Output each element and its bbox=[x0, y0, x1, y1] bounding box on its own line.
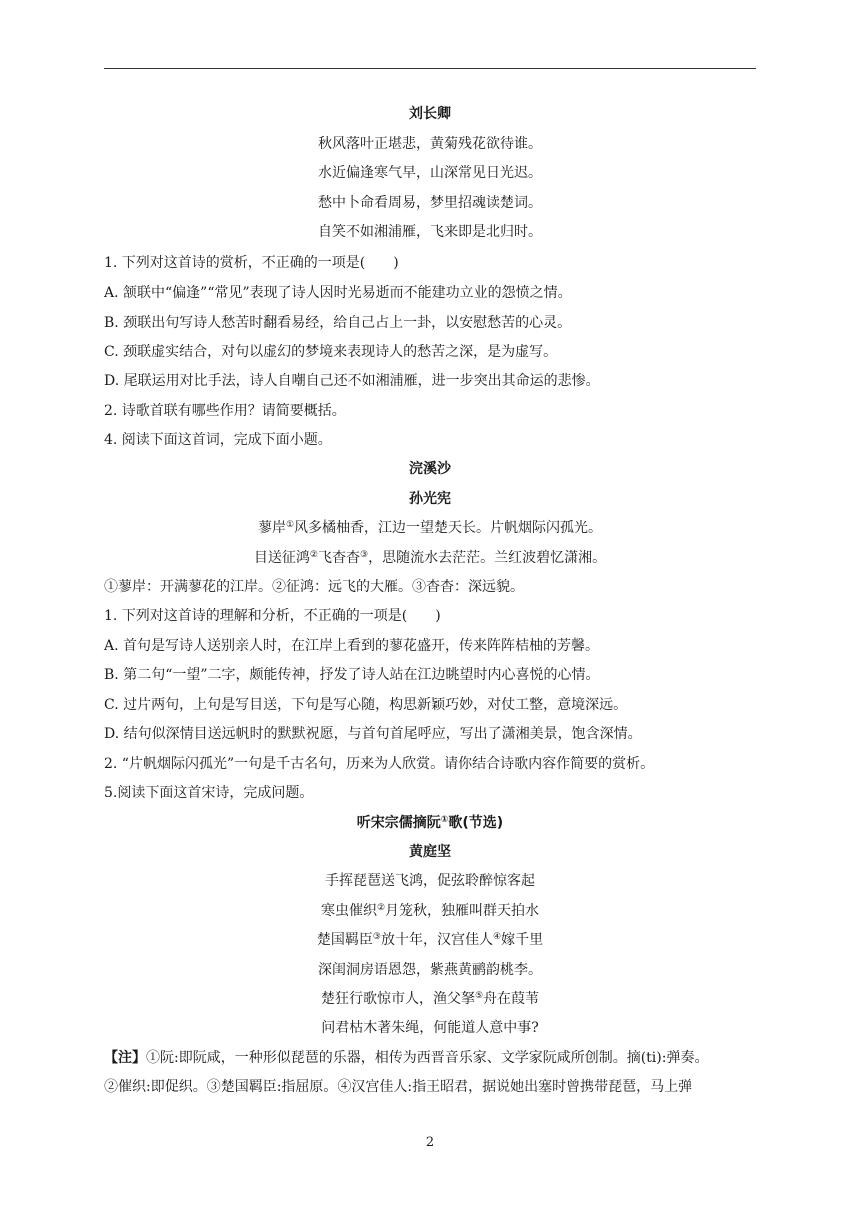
section4-poem-line-1: 蓼岸①风多橘柚香，江边一望楚天长。片帆烟际闪孤光。 bbox=[257, 520, 603, 536]
poem1-question-2: 2. 诗歌首联有哪些作用？请简要概括。 bbox=[104, 403, 346, 419]
section5-poem-line-6: 问君枯木著朱绳，何能道人意中事? bbox=[321, 1020, 539, 1036]
section5-poem-line-2: 寒虫催织②月笼秋，独雁叫群天拍水 bbox=[320, 903, 540, 919]
section4-poem-line-2: 目送征鸿②飞杳杳③，思随流水去茫茫。兰红波碧忆潇湘。 bbox=[253, 550, 607, 566]
section4-option-b: B. 第二句“一望”二字，颇能传神，抒发了诗人站在江边眺望时内心喜悦的心情。 bbox=[104, 667, 600, 683]
poem1-option-b: B. 颈联出句写诗人愁苦时翻看易经，给自己占上一卦，以安慰愁苦的心灵。 bbox=[104, 315, 572, 331]
poem1-line-4: 自笑不如湘浦雁，飞来即是北归时。 bbox=[318, 224, 542, 240]
poem1-author: 刘长卿 bbox=[409, 106, 451, 122]
section5-poem-line-5: 楚狂行歌惊市人，渔父拏⑤舟在葭苇 bbox=[320, 991, 540, 1007]
footnote-marker: ④ bbox=[493, 932, 502, 942]
section4-option-c: C. 过片两句，上句是写目送，下句是写心随，构思新颖巧妙，对仗工整，意境深远。 bbox=[104, 697, 628, 713]
section4-author: 孙光宪 bbox=[409, 491, 451, 507]
section4-intro: 4. 阅读下面这首词，完成下面小题。 bbox=[104, 432, 332, 448]
section5-title: 听宋宗儒摘阮①歌(节选) bbox=[356, 815, 504, 831]
header-rule bbox=[104, 68, 756, 69]
section5-intro: 5.阅读下面这首宋诗，完成问题。 bbox=[104, 785, 314, 801]
section5-poem-line-1: 手挥琵琶送飞鸿，促弦聆醉惊客起 bbox=[325, 873, 535, 889]
section4-notes: ①蓼岸：开满蓼花的江岸。②征鸿：远飞的大雁。③杳杳：深远貌。 bbox=[104, 579, 524, 595]
poem1-option-d: D. 尾联运用对比手法，诗人自嘲自己还不如湘浦雁，进一步突出其命运的悲惨。 bbox=[104, 373, 600, 389]
page-number: 2 bbox=[425, 1135, 435, 1150]
footnote-marker: ③ bbox=[372, 932, 381, 942]
poem1-line-3: 愁中卜命看周易，梦里招魂读楚词。 bbox=[318, 195, 542, 211]
poem1-line-1: 秋风落叶正堪悲，黄菊残花欲待谁。 bbox=[318, 136, 542, 152]
section4-question-2: 2. “片帆烟际闪孤光”一句是千古名句，历来为人欣赏。请你结合诗歌内容作简要的赏析。 bbox=[104, 756, 655, 772]
section5-note-2: ②催织:即促织。③楚国羁臣:指屈原。④汉宫佳人:指王昭君，据说她出塞时曾携带琵琶，马上弹 bbox=[104, 1079, 693, 1095]
footnote-marker: ⑤ bbox=[474, 991, 484, 1001]
poem1-option-c: C. 颈联虚实结合，对句以虚幻的梦境来表现诗人的愁苦之深，是为虚写。 bbox=[104, 344, 558, 360]
section5-poem-line-4: 深闺洞房语恩怨，紫燕黄鹂韵桃李。 bbox=[318, 962, 542, 978]
section4-option-d: D. 结句似深情目送远帆时的默默祝愿，与首句首尾呼应，写出了潇湘美景，饱含深情。 bbox=[104, 726, 642, 742]
footnote-marker: ① bbox=[285, 520, 295, 530]
footnote-marker: ③ bbox=[360, 550, 369, 560]
section4-title: 浣溪沙 bbox=[409, 461, 451, 477]
poem1-question-1: 1. 下列对这首诗的赏析，不正确的一项是( ) bbox=[104, 255, 399, 271]
footnote-marker: ② bbox=[309, 550, 318, 560]
note-label: 【注】 bbox=[104, 1050, 146, 1066]
section4-option-a: A. 首句是写诗人送别亲人时，在江岸上看到的蓼花盛开，传来阵阵桔柚的芳馨。 bbox=[104, 638, 600, 654]
poem1-line-2: 水近偏逢寒气早，山深常见日光迟。 bbox=[318, 165, 542, 181]
section4-question-1: 1. 下列对这首诗的理解和分析，不正确的一项是( ) bbox=[104, 608, 441, 624]
section5-author: 黄庭坚 bbox=[409, 844, 451, 860]
section5-poem-line-3: 楚国羁臣③放十年，汉宫佳人④嫁千里 bbox=[316, 932, 544, 948]
poem1-option-a: A. 颔联中“偏逢”“常见”表现了诗人因时光易逝而不能建功立业的怨愤之情。 bbox=[104, 285, 572, 301]
section5-note-1: 【注】①阮:即阮咸，一种形似琵琶的乐器，相传为西晋音乐家、文学家阮咸所创制。摘(ti):弹奏。 bbox=[104, 1050, 709, 1066]
footnote-marker: ② bbox=[376, 903, 386, 913]
footnote-marker: ① bbox=[440, 815, 449, 825]
